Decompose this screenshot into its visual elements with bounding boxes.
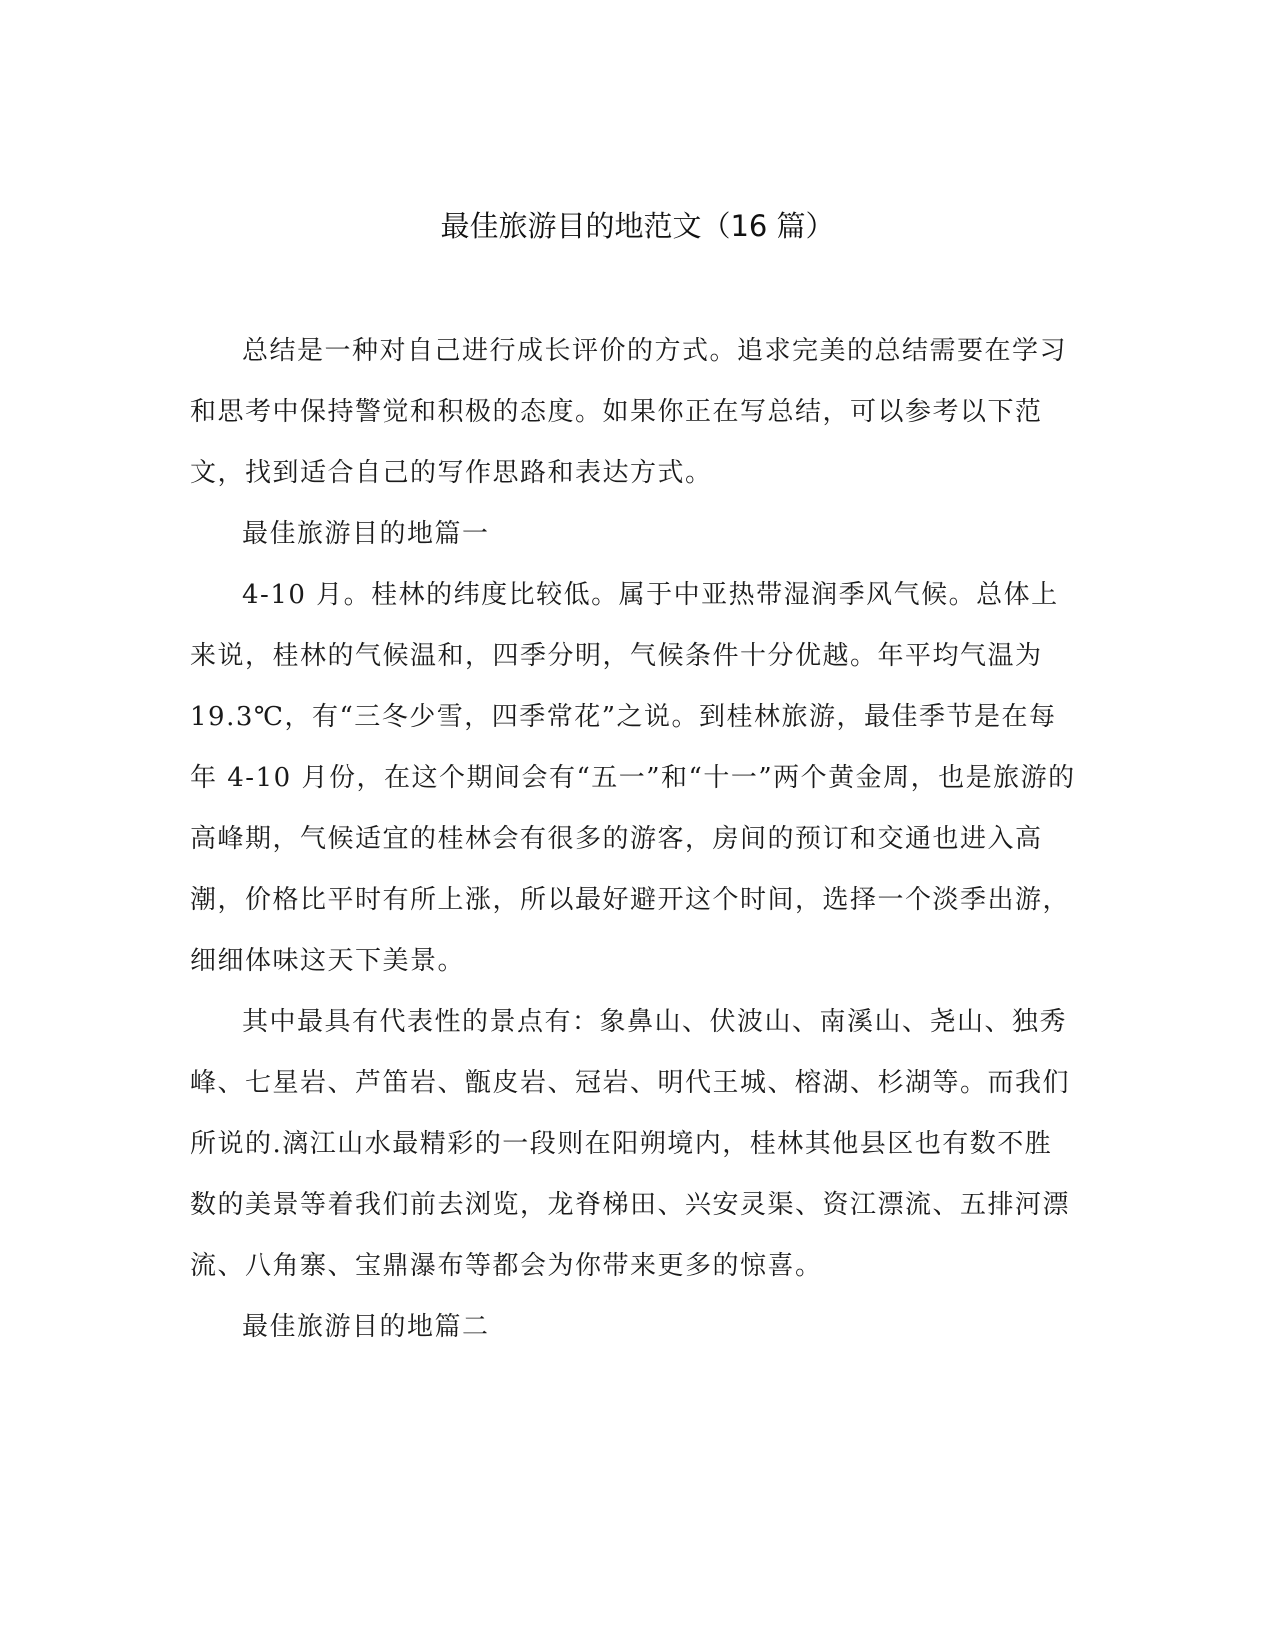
attractions-paragraph: 其中最具有代表性的景点有：象鼻山、伏波山、南溪山、尧山、独秀峰、七星岩、芦笛岩、甑皮岩、冠岩、明代王城、榕湖、杉湖等。而我们所说的.漓江山水最精彩的一段则在阳朔境内，桂林其他县区也有数不胜数的美景等着我们前去浏览，龙脊梯田、兴安灵渠、资江漂流、五排河漂流、八角寨、宝鼎瀑布等都会为你带来更多的惊喜。 xyxy=(190,1007,1071,1281)
climate-paragraph: 4-10 月。桂林的纬度比较低。属于中亚热带湿润季风气候。总体上来说，桂林的气候温和，四季分明，气候条件十分优越。年平均气温为 19.3℃，有“三冬少雪，四季常花”之说。到桂林旅游，最佳季节是在每年 4-10 月份，在这个期间会有“五一”和“十一”两个黄金周，也是旅游的高峰期，气候适宜的桂林会有很多的游客，房间的预订和交通也进入高潮，价格比平时有所上涨，所以最好避开这个时间，选择一个淡季出游，细细体味这天下美景。 xyxy=(190,580,1076,976)
section-heading-2: 最佳旅游目的地篇二 xyxy=(242,1312,490,1342)
document-body xyxy=(190,321,1078,1358)
section-heading-1: 最佳旅游目的地篇一 xyxy=(242,519,490,549)
document-title: 最佳旅游目的地范文（16 篇） xyxy=(440,209,835,243)
intro-paragraph: 总结是一种对自己进行成长评价的方式。追求完美的总结需要在学习和思考中保持警觉和积极的态度。如果你正在写总结，可以参考以下范文，找到适合自己的写作思路和表达方式。 xyxy=(190,336,1068,488)
